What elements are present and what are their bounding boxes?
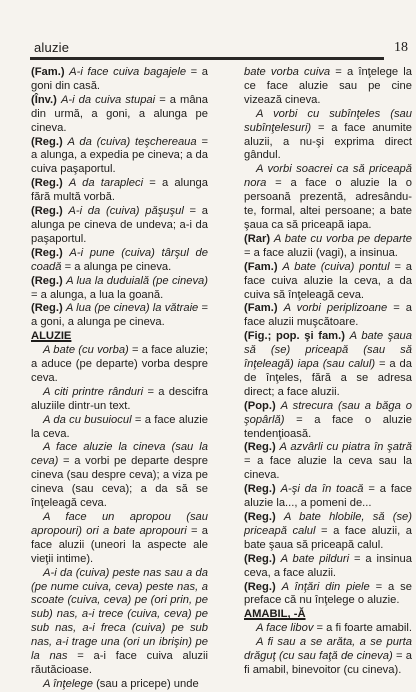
dictionary-entry [244,108,412,164]
definition-text: = a alunga pe cineva. [61,260,172,273]
definition-text: = a face aluzii muşcătoare. [244,302,413,329]
idiom-phrase: A vorbi soacrei ca să priceapă nora [244,163,412,190]
usage-label: (Reg.) [31,177,63,190]
definition-text: = a vorbi pe departe despre cineva (sau despre ceva); a viza pe cineva (sau ceva); a da să se înţeleagă ceva. [31,455,208,510]
running-head: aluzie [34,40,70,55]
dictionary-entry [244,441,412,483]
idiom-phrase: A lua (pe cineva) la vătraie [65,302,199,315]
dictionary-entry [244,581,412,609]
dictionary-headword: ALUZIE [31,330,72,343]
definition-text: = a goni din casă. [31,66,208,92]
dictionary-entry [31,247,208,275]
usage-label: (Reg.) [31,274,63,287]
header-rule [30,57,384,60]
usage-label: (Reg.) [244,441,276,454]
usage-label: (Reg.) [244,552,276,565]
idiom-phrase: A-i da cuiva stupai [60,93,156,106]
dictionary-headword: AMABIL, -Ă [244,608,306,621]
definition-text: = a se preface că nu înţelege o aluzie. [244,580,412,607]
dictionary-entry [244,636,412,678]
definition-text: = a face aluzii (vagi), a insinua. [244,246,398,259]
idiom-phrase: A face libov [256,622,314,635]
idiom-phrase: A lua la duduială (pe cineva) [66,274,209,287]
definition-text: = a alunga, a lua la goană. [31,288,164,301]
left-column [31,66,208,692]
usage-label: (Fig.; pop. şi fam.) [244,330,345,343]
usage-label: (Înv.) [31,93,57,106]
idiom-phrase: A strecura (sau a băga o şopârlă) [244,399,412,426]
usage-label: (Reg.) [31,246,63,259]
definition-text: = a face aluzie la ceva sau la cineva. [244,455,412,482]
idiom-phrase: A vorbi periplizoane [283,302,388,315]
dictionary-entry [244,622,412,636]
dictionary-entry [31,511,208,567]
definition-text: = a face aluzie; a aduce (pe departe) vorba despre ceva. [31,344,208,384]
definition-text: = a fi amabil, binevoitor (cu cineva). [244,650,412,676]
dictionary-entry [244,163,412,233]
dictionary-entry [31,441,208,511]
dictionary-entry [31,414,208,442]
dictionary-entry [244,483,412,511]
usage-label: (Fam.) [244,302,278,315]
usage-label: (Reg.) [244,580,276,593]
idiom-phrase: A-i da (cuiva) peste nas sau a da (pe nume cuiva, ceva) peste nas, a scoate (cuiva, ceva) pe (ori prin, pe sub) nas, a-i trece (cuiva, ceva) pe sub nas, a-i freca (cuiva) pe sub nas, a-i trage una (ori un ibrişin) pe la nas [31,566,208,663]
right-column [244,66,412,678]
idiom-phrase: A citi printre rânduri [43,385,144,398]
definition-text: = a fi foarte amabil. [313,622,412,635]
definition-text: = a face aluzie la..., a pomeni de... [244,483,413,510]
dictionary-entry [31,136,208,178]
definition-text: = a insinua ceva, a face aluzii. [244,552,412,579]
dictionary-entry [244,330,412,400]
idiom-phrase: A da (cuiva) teşchereaua [67,135,197,148]
definition-text: = a face o aluzie tendenţioasă. [244,413,412,440]
dictionary-entry [244,553,412,581]
usage-label: (Fam.) [31,66,65,78]
idiom-phrase: A-şi da în toacă [280,483,364,496]
dictionary-entry [31,678,208,692]
definition-text: = a face o aluzie la o persoană prezentă, adresându-te, formal, altei persoane; a bate şaua ca să priceapă iapa. [244,177,412,231]
idiom-phrase: A înţări din piele [281,580,370,593]
dictionary-entry [31,275,208,303]
dictionary-entry [244,261,412,303]
dictionary-entry [244,400,412,442]
idiom-phrase: A-i da (cuiva) păşuşul [68,205,184,218]
idiom-phrase: A-i face cuiva bagajele [69,66,187,78]
idiom-phrase: A bate şaua să (se) priceapă (sau să înţeleagă) iapa (sau calul) [244,330,413,371]
idiom-phrase: A fi sau a se arăta, a se purta drăguţ (cu sau faţă de cineva) [244,636,412,663]
usage-label: (Reg.) [31,302,63,315]
dictionary-entry [244,66,412,108]
definition-text: = a face cuiva aluzie la ceva, a da cuiva să înţeleagă ceva. [244,260,412,301]
idiom-phrase: A face aluzie la cineva (sau la ceva) [31,441,208,468]
dictionary-entry [31,302,208,330]
idiom-phrase: bate vorba cuiva [244,66,331,78]
definition-text: = a face anumite aluzii, a nu-şi exprima direct gândul. [244,121,412,162]
idiom-phrase: A bate (cuiva) pontul [282,260,390,273]
usage-label: (Reg.) [31,205,63,218]
idiom-phrase: A vorbi cu subînţeles (sau subînţelesuri) [244,107,412,134]
idiom-phrase: A face un apropou (sau apropouri) ori a bate apropouri [31,511,208,537]
definition-text: = a face aluzii (uneori la aspecte ale vieţii intime). [31,524,208,565]
dictionary-entry [31,205,208,247]
definition-text: = a alunga, a expedia pe cineva; a da cuiva paşaportul. [31,135,208,176]
idiom-phrase: A bate pilduri [280,552,350,565]
usage-label: (Fam.) [244,260,278,273]
dictionary-entry [31,567,208,678]
definition-text: = a alunga pe cineva de undeva; a-i da paşaportul. [31,205,208,245]
usage-label: (Reg.) [244,511,276,523]
usage-label: (Reg.) [244,483,276,496]
definition-text: (sau a pricepe) unde [92,677,199,690]
dictionary-entry [244,302,412,330]
idiom-phrase: A-i pune (cuiva) târşul de coadă [31,246,208,273]
dictionary-entry [31,386,208,414]
usage-label: (Reg.) [31,135,63,148]
page-number: 18 [394,40,408,55]
idiom-phrase: A da tarapleci [68,177,144,190]
definition-text: = a goni, a alunga pe cineva. [31,302,208,329]
usage-label: (Rar) [244,232,271,245]
dictionary-entry [31,94,208,136]
dictionary-entry [244,511,412,553]
definition-text: = a face aluzie la ceva. [31,413,208,440]
definition-text: = a face aluzii, a bate şaua să priceapă calul. [244,524,412,551]
idiom-phrase: A bate cu vorba pe departe [273,232,412,245]
dictionary-entry [31,66,208,94]
definition-text: = a da de înţeles, fără a se adresa direct; a face aluzii. [244,358,413,398]
dictionary-entry [31,344,208,386]
page-header [10,34,410,60]
definition-text: = a-i face cuiva aluzii răutăcioase. [31,650,208,676]
idiom-phrase: A bate (cu vorba) [43,344,129,357]
idiom-phrase: A bate hlobile, să (se) priceapă calul [244,511,412,537]
idiom-phrase: A azvârli cu piatra în şatră [279,441,413,454]
idiom-phrase: A înţelege [43,677,93,690]
definition-text: = a înţelege la ce face aluzie sau pe cine vizează cineva. [244,66,412,106]
definition-text: = a alunga fără multă vorbă. [31,177,209,204]
usage-label: (Pop.) [244,399,276,412]
dictionary-entry [31,177,208,205]
definition-text: = a mâna din urmă, a goni, a alunga pe cineva. [31,93,209,134]
definition-text: = a descifra aluziile dintr-un text. [31,385,208,412]
dictionary-entry [244,233,412,261]
idiom-phrase: A da cu busuiocul [43,413,132,426]
